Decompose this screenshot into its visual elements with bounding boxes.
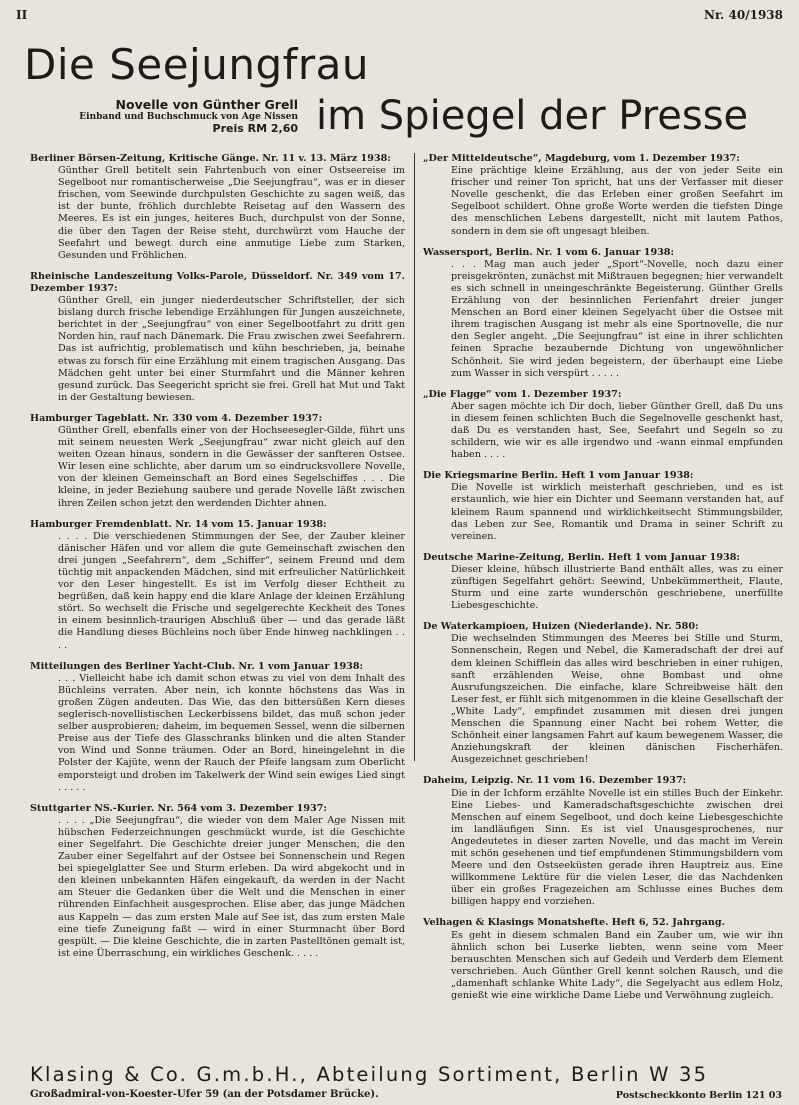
publisher-name: Klasing & Co. G.m.b.H., Abteilung Sortiment, Berlin W 35 (30, 1063, 709, 1086)
review-article (423, 621, 783, 766)
review-text: . . . . „Die Seejungfrau“, die wieder von dem Maler Age Nissen mit hübschen Federzeichnungen geschmückt wurde, ist die Geschichte einer Segelfahrt. Die Geschichte dreier junger Menschen, die den Zauber einer Segelfahrt auf der Ostsee bei Sonnenschein und Regen bei spiegelglatter See und Sturm erleben. Da wird abgekocht und in den kleinen unbekannten Häfen eingekauft, da werden in der Nacht am Steuer die Gedanken über die Welt und die Menschen in einer rührenden Einfachheit ausgesprochen. Elise aber, das junge Mädchen aus Kappeln — das zum ersten Male auf See ist, das zum ersten Male eine tiefe Zuneigung faßt — wird in einer Sturmnacht über Bord gespült. — Die kleine Geschichte, die in zarten Pastelltönen gemalt ist, ist eine Überraschung, ein wirkliches Geschenk. . . . . (58, 814, 405, 959)
review-text: Günther Grell betitelt sein Fahrtenbuch von einer Ostseereise im Segelboot nur romantischerweise „Die Seejungfrau“, was er in dieser frischen, vom Seewinde durchpulsten Geschichte zu sagen weiß, das ist der bunte, fröhlich durchlebte Reisetag auf den Wassern des Meeres. Es ist ein junges, heiteres Buch, durchpulst von der Sonne, die über den Tagen der Reise steht, durchwürzt vom Hauche der Seefahrt und bewegt durch eine anmutige Liebe zum Starken, Gesunden und Fröhlichen. (58, 165, 405, 261)
review-text: Die in der Ichform erzählte Novelle ist ein stilles Buch der Einkehr. Eine Liebes- und Kameradschaftsgeschichte zwischen drei Menschen auf einem Segelboot, und doch keine Liebesgeschichte im landläufigen Sinn. Es ist viel Unausgesprochenes, nur Angedeutetes in dieser zarten Novelle, und das macht im Verein mit schön gesehenen und tief empfundenen Stimmungsbildern vom Meere und den Ostseeküsten gerade ihren Hauptreiz aus. Eine willkommene Lektüre für die vielen Leser, die das Nachdenken über ein großes Fragezeichen am Schlusse eines Buches dem billigen happy end vorziehen. (451, 787, 783, 908)
review-source: „Die Flagge“ vom 1. Dezember 1937: (423, 388, 622, 400)
review-article (423, 917, 783, 1002)
left-column (30, 153, 405, 969)
page-subtitle: im Spiegel der Presse (316, 93, 749, 139)
review-source: „Der Mitteldeutsche“, Magdeburg, vom 1. Dezember 1937: (423, 153, 740, 164)
review-text: Es geht in diesem schmalen Band ein Zauber um, wie wir ihn ähnlich schon bei Luserke liebten, wenn seine vom Meer berauschten Menschen sich auf Gedeih und Verderb dem Element verschrieben. Auch Günther Grell kennt solchen Rausch, und die „damenhaft schlanke White Lady“, die Segelyacht aus edlem Holz, genießt wie eine wirkliche Dame Liebe und Verwöhnung zugleich. (451, 929, 783, 1001)
postscheck-account: Postscheckkonto Berlin 121 03 (615, 1090, 782, 1101)
review-text: Dieser kleine, hübsch illustrierte Band enthält alles, was zu einer zünftigen Segelfahrt gehört: Seewind, Unbekümmertheit, Flaute, Sturm und eine zarte wunderschön geschriebene, unerfüllte Liebesgeschichte. (451, 563, 783, 612)
publisher-footer (30, 1063, 790, 1100)
binding-credit: Einband und Buchschmuck von Age Nissen (79, 112, 298, 123)
review-article (423, 470, 783, 543)
review-source: Deutsche Marine-Zeitung, Berlin. Heft 1 vom Januar 1938: (423, 551, 740, 563)
review-article (30, 153, 405, 262)
review-article (30, 519, 405, 652)
review-source: Berliner Börsen-Zeitung, Kritische Gänge. Nr. 11 v. 13. März 1938: (30, 153, 391, 164)
review-source: Daheim, Leipzig. Nr. 11 vom 16. Dezember 1937: (423, 775, 687, 787)
review-source: Velhagen & Klasings Monatshefte. Heft 6, 52. Jahrgang. (423, 917, 725, 929)
page-number: II (16, 8, 28, 22)
review-source: Wassersport, Berlin. Nr. 1 vom 6. Januar 1938: (423, 246, 675, 258)
review-text: Die Novelle ist wirklich meisterhaft geschrieben, und es ist erstaunlich, wie hier ein Dichter und Seemann verstanden hat, auf kleinem Raum spannend und wirklichkeitsecht Stimmungsbilder, das Leben zur See, Romantik und Drama in seiner Schrift zu vereinen. (451, 482, 783, 542)
review-article (423, 552, 783, 612)
review-source: Rheinische Landeszeitung Volks-Parole, Düsseldorf. Nr. 349 vom 17. Dezember 1937: (30, 270, 405, 294)
review-article (423, 153, 783, 238)
review-source: Hamburger Tageblatt. Nr. 330 vom 4. Dezember 1937: (30, 412, 323, 424)
book-info (79, 98, 298, 135)
review-source: Die Kriegsmarine Berlin. Heft 1 vom Januar 1938: (423, 470, 694, 482)
review-text: Aber sagen möchte ich Dir doch, lieber Günther Grell, daß Du uns in diesem feinen schlichten Buch die Segelnovelle geschenkt hast, daß Du es verstanden hast, See, Seefahrt und Segeln so zu schildern, wie wir es alle irgendwo und -wann einmal empfunden haben . . . . (451, 400, 783, 461)
review-source: De Waterkampioen, Huizen (Niederlande). Nr. 580: (423, 621, 699, 633)
column-divider (414, 153, 415, 761)
review-article (30, 413, 405, 510)
review-text: . . . Mag man auch jeder „Sport“-Novelle, noch dazu einer preisgekrönten, zunächst mit Mißtrauen begegnen; hier verwandelt es sich schnell in uneingeschränkte Begeisterung. Günther Grells Erzählung von der besinnlichen Ferienfahrt dreier junger Menschen an Bord einer kleinen Segelyacht über die Ostsee mit ihrem tragischen Ausgang ist mehr als eine Sportnovelle, die nur den Segler angeht. „Die Seejungfrau“ ist eine in ihrer schlichten feinen Sprache bezaubernde Dichtung von ungewöhnlicher Schönheit. Sie wird jeden begeistern, der überhaupt eine Liebe zum Wasser in sich verspürt . . . . . (451, 258, 783, 379)
review-text: Die wechselnden Stimmungen des Meeres bei Stille und Sturm, Sonnenschein, Regen und Nebel, die Kameradschaft der drei auf dem kleinen Schifflein das alles wird beschrieben in einer ruhigen, sanft erzählenden Weise, ohne Bombast und ohne Ausrufungszeichen. Die einfache, klare Schreibweise hält den Leser fest, er fühlt sich mitgenommen in die kleine Gesellschaft der „White Lady“, empfindet zusammen mit diesen drei jungen Menschen die Spannung einer Nacht bei rohem Wetter, die Schönheit einer langsamen Fahrt auf kaum bewegenem Wasser, die Anziehungskraft der kleinen dänischen Fischerhäfen. Ausgezeichnet geschrieben! (451, 633, 783, 766)
review-text: Eine prächtige kleine Erzählung, aus der von jeder Seite ein frischer und reiner Ton spricht, hat uns der Verfasser mit dieser Novelle geschenkt, die das Erleben einer großen Seefahrt im Segelboot schildert. Ohne große Worte werden die tiefsten Dinge des menschlichen Lebens dargestellt, nicht mit lautem Pathos, sondern in dem sie oft ungesagt bleiben. (451, 165, 783, 237)
review-text: Günther Grell, ebenfalls einer von der Hochseesegler-Gilde, führt uns mit seinem neuesten Werk „Seejungfrau“ zwar nicht gleich auf den weiten Ozean hinaus, sondern in die Gewässer der sanfteren Ostsee. Wir lesen eine schlichte, aber darum um so eindrucksvollere Novelle, von der kleinen Gemeinschaft an Bord eines Segelschiffes . . . Die kleine, in jeder Beziehung saubere und gerade Novelle läßt zwischen ihren Zeilen schon jetzt den werdenden Dichter ahnen. (58, 424, 405, 509)
page-title: Die Seejungfrau (24, 40, 370, 89)
review-source: Mitteilungen des Berliner Yacht-Club. Nr. 1 vom Januar 1938: (30, 660, 364, 672)
review-article (30, 271, 405, 404)
review-article (423, 389, 783, 462)
issue-number: Nr. 40/1938 (703, 8, 783, 22)
price: Preis RM 2,60 (212, 121, 298, 135)
review-article (30, 661, 405, 794)
review-text: . . . Vielleicht habe ich damit schon etwas zu viel von dem Inhalt des Büchleins verraten. Aber nein, ich konnte höchstens das Was in großen Zügen andeuten. Das Wie, das den bittersüßen Kern dieses seglerisch-novellistischen Leckerbissens bildet, das muß schon jeder selber ausprobieren; daheim, im bequemen Sessel, wenn die silbernen Preise aus der Tiefe des Glasschranks blinken und die alten Stander von Wind und Sonne träumen. Oder an Bord, hineingelehnt in die Polster der Kajüte, wenn der Rauch der Pfeife langsam zum Oberlicht emporsteigt und droben im Takelwerk der Wind sein ewiges Lied singt . . . . . (58, 672, 405, 793)
review-text: Günther Grell, ein junger niederdeutscher Schriftsteller, der sich bislang durch frische lebendige Erzählungen für Jungen auszeichnete, berichtet in der „Seejungfrau“ von einer Segelbootfahrt zu dritt gen Norden hin, rauf nach Dänemark. Die Frau zwischen zwei Seefahrern. Das ist aufrichtig, problematisch und kühn beschrieben, ja, beinahe etwas zu forsch für eine Erzählung mit einem tragischen Ausgang. Das Mädchen geht unter bei einer Sturmfahrt und die Männer kehren gesund zurück. Das Seegericht spricht sie frei. Grell hat Mut und Takt in der Gestaltung bewiesen. (58, 295, 405, 403)
review-source: Stuttgarter NS.-Kurier. Nr. 564 vom 3. Dezember 1937: (30, 802, 327, 814)
review-article (30, 803, 405, 960)
review-article (423, 247, 783, 380)
right-column (423, 153, 783, 1011)
review-article (423, 775, 783, 908)
publisher-address: Großadmiral-von-Koester-Ufer 59 (an der Potsdamer Brücke). (30, 1089, 379, 1100)
review-source: Hamburger Fremdenblatt. Nr. 14 vom 15. Januar 1938: (30, 518, 327, 530)
review-text: . . . . Die verschiedenen Stimmungen der See, der Zauber kleiner dänischer Häfen und vor allem die gute Gemeinschaft zwischen den drei jungen „Seefahrern“, dem „Schiffer“, seinem Freund und dem tüchtig mit anpackenden Mädchen, sind mit erfreulicher Natürlichkeit vor den Leser hingestellt. Es ist im Verfolg dieser Echtheit zu begrüßen, daß kein happy end die klare Anlage der kleinen Erzählung stört. So wechselt die Frische und segelgerechte Keckheit des Tones in einem besinnlich-traurigen Abschluß über — und das gerade läßt die Handlung dieses Büchleins noch über Ende hinweg nachklingen . . . . (58, 530, 405, 651)
novelle-author: Novelle von Günther Grell (115, 97, 298, 112)
